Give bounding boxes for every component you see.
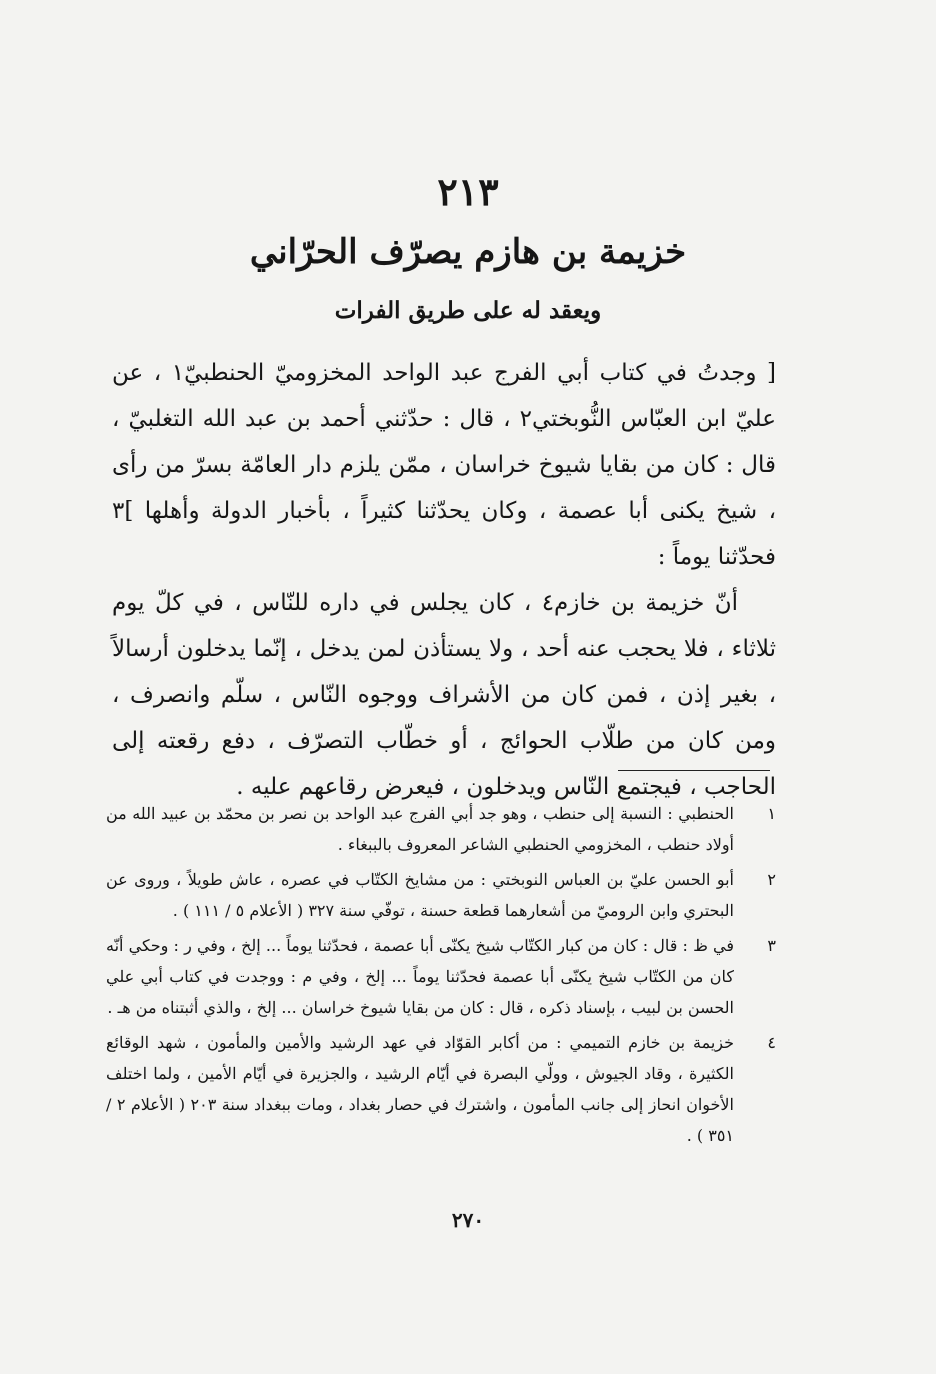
footnote-number: ٤ [767,1033,776,1052]
footnote-4 [106,1027,776,1151]
paragraph-story: أنّ خزيمة بن خازم٤ ، كان يجلس في داره للنّاس ، في كلّ يوم ثلاثاء ، فلا يحجب عنه أحد ، ولا يستأذن لمن يدخل ، إنّما يدخلون أرسالاً ، بغير إذن ، فمن كان من الأشراف ووجوه النّاس ، سلّم وانصرف ، ومن كان من طلّاب الحوائج ، أو خطّاب التصرّف ، دفع رقعته إلى الحاجب ، فيجتمع النّاس ويدخلون ، فيعرض رقاعهم عليه . [112,590,776,800]
chapter-title: خزيمة بن هازم يصرّف الحرّاني [249,232,687,272]
footnote-text: خزيمة بن خازم التميمي : من أكابر القوّاد في عهد الرشيد والأمين والمأمون ، شهد الوقائع الكثيرة ، وقاد الجيوش ، وولّي البصرة في أيّام الرشيد ، والجزيرة في أيّام الأمين ، ولما اختلف الأخوان انحاز إلى جانب المأمون ، واشترك في حصار بغداد ، ومات ببغداد سنة ٢٠٣ ( الأعلام ٢ / ٣٥١ ) . [106,1033,734,1145]
footnote-3 [106,930,776,1023]
footnotes [106,798,776,1155]
page-number: ٢٧٠ [451,1208,485,1232]
footnote-1 [106,798,776,860]
chapter-subtitle: ويعقد له على طريق الفرات [334,297,602,324]
footnote-number: ١ [767,804,776,823]
footnote-number: ٣ [767,936,776,955]
chapter-number: ٢١٣ [437,169,499,214]
main-text [112,350,776,810]
paragraph-intro: [ وجدتُ في كتاب أبي الفرج عبد الواحد المخزوميّ الحنطبيّ١ ، عن عليّ ابن العبّاس النُّوبختي٢ ، قال : حدّثني أحمد بن عبد الله التغلبيّ ، قال : كان من بقايا شيوخ خراسان ، ممّن يلزم دار العامّة بسرّ من رأى ، شيخ يكنى أبا عصمة ، وكان يحدّثنا كثيراً ، بأخبار الدولة وأهلها ]٣ فحدّثنا يوماً : [112,360,776,570]
footnote-text: في ظ : قال : كان من كبار الكتّاب شيخ يكنّى أبا عصمة ، فحدّثنا يوماً ... إلخ ، وفي ر : وحكي أنّه كان من الكتّاب شيخ يكنّى أبا عصمة فحدّثنا يوماً ... إلخ ، وفي م : ووجدت في كتاب أبي علي الحسن بن لبيب ، بإسناد ذكره ، قال : كان من بقايا شيوخ خراسان ... إلخ ، والذي أثبتناه من هـ . [106,936,734,1017]
footnote-text: أبو الحسن عليّ بن العباس النوبختي : من مشايخ الكتّاب في عصره ، عاش طويلاً ، وروى عن البحتري وابن الروميّ من أشعارهما قطعة حسنة ، توفّي سنة ٣٢٧ ( الأعلام ٥ / ١١١ ) . [106,870,734,920]
footnote-2 [106,864,776,926]
footnote-text: الحنطبي : النسبة إلى حنطب ، وهو جد أبي الفرج عبد الواحد بن نصر بن محمّد بن عبيد الله من أولاد حنطب ، المخزومي الحنطبي الشاعر المعروف بالببغاء . [106,804,734,854]
footnote-divider [618,770,770,771]
footnote-number: ٢ [767,870,776,889]
